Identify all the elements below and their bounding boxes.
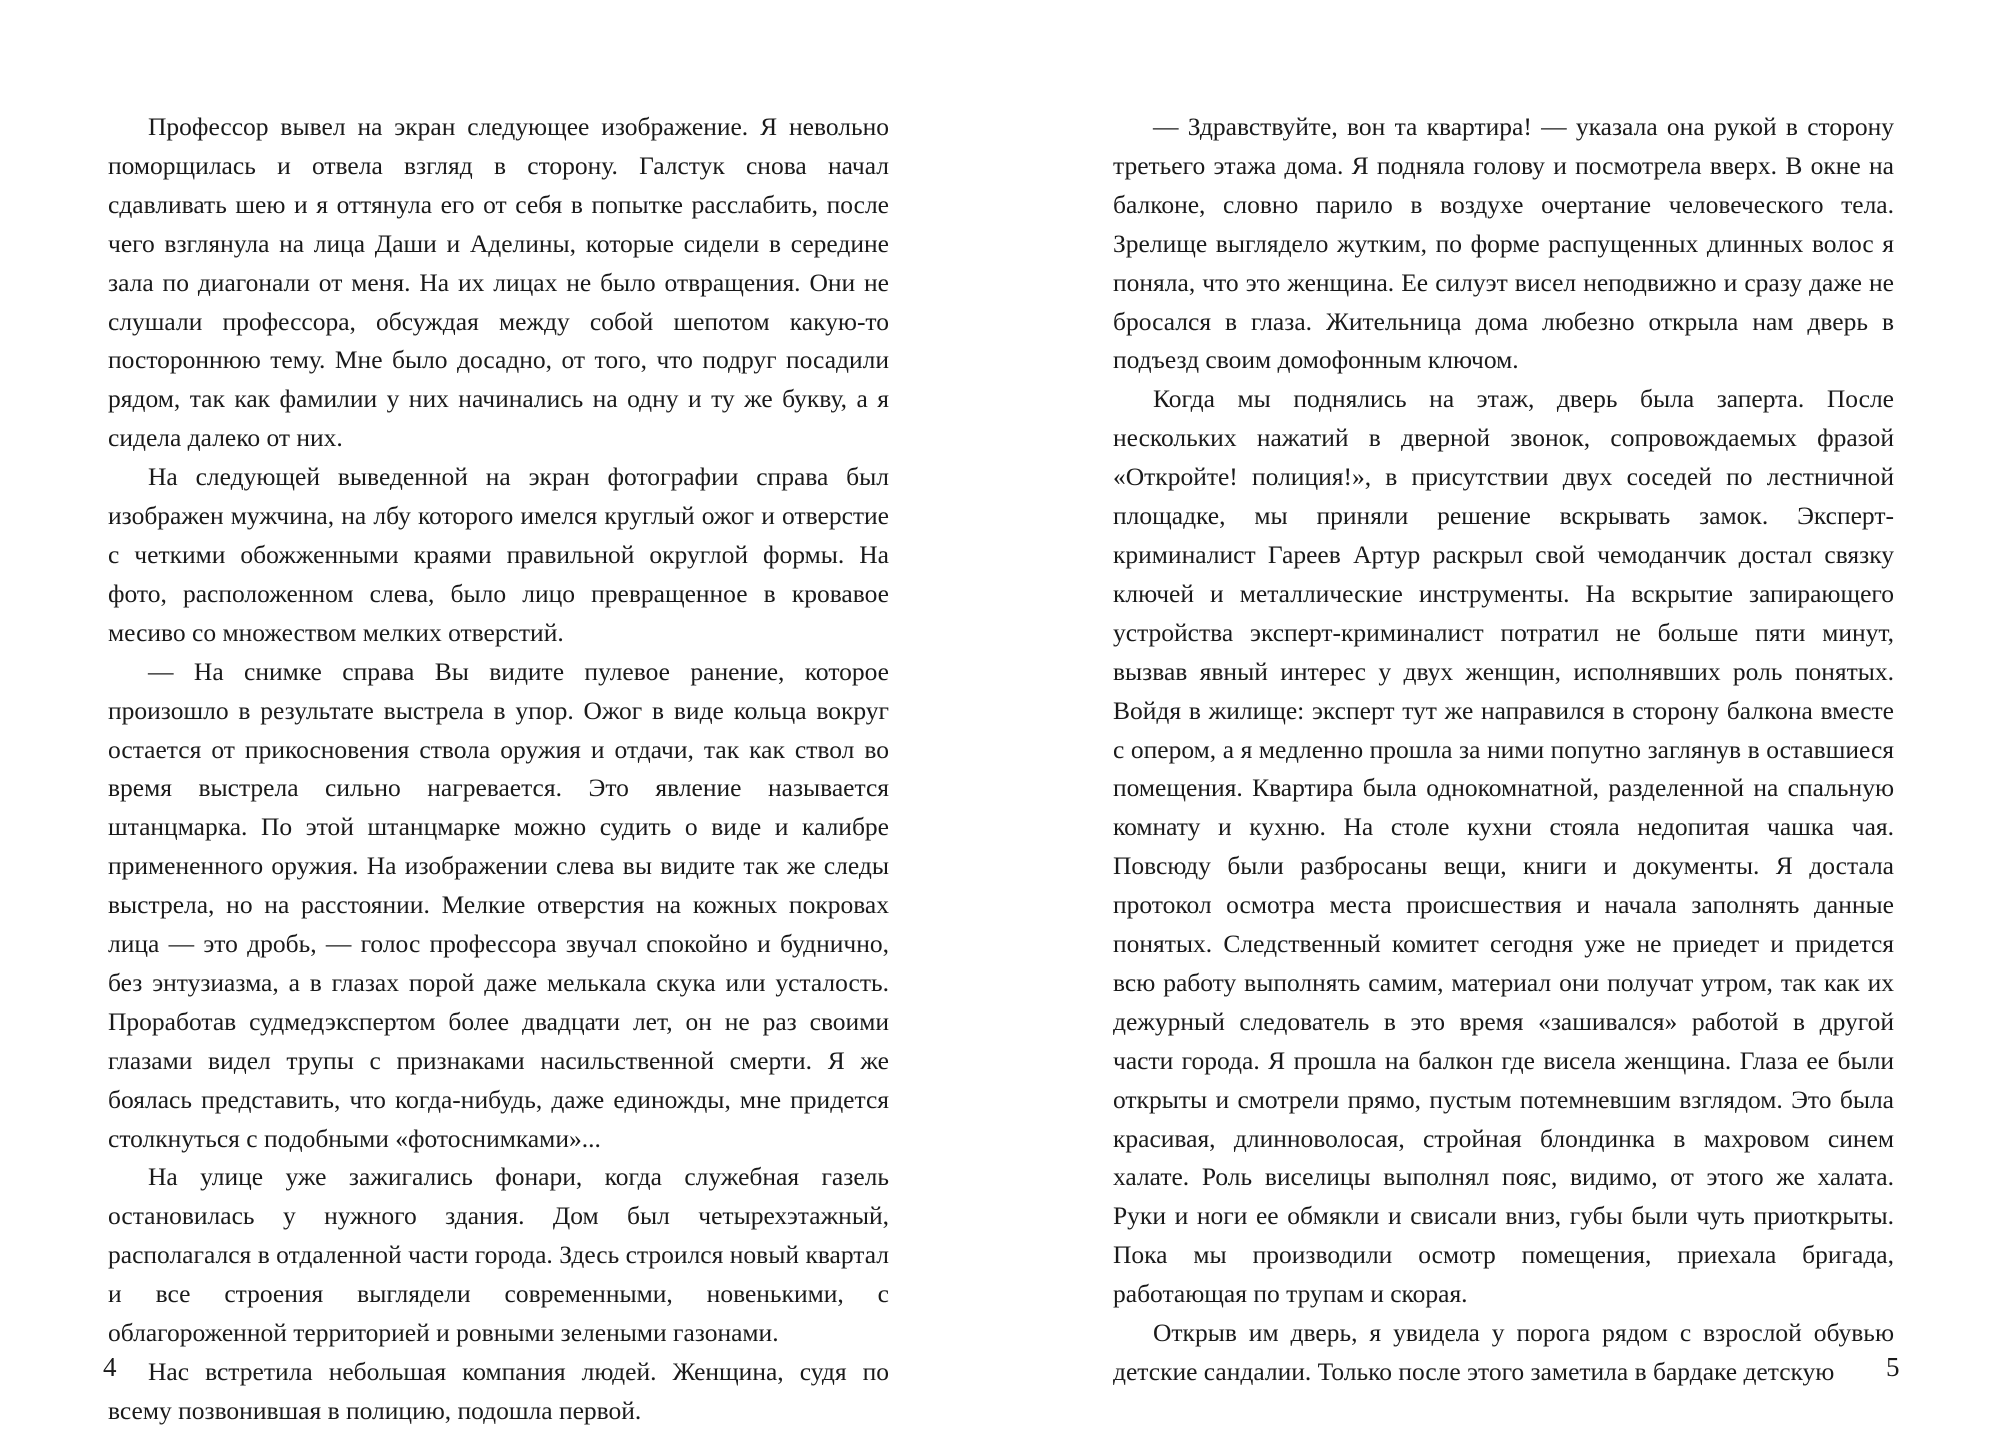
- paragraph: Профессор вывел на экран следующее изображение. Я невольно поморщилась и отвела взгляд в сторону. Галстук снова начал сдавливать шею и я оттянула его от себя в попытке расслабить, после чего взглянула на лица Даши и Аделины, которые сидели в середине зала по диагонали от меня. На их лицах не было отвращения. Они не слушали профессора, обсуждая между собой шепотом какую-то постороннюю тему. Мне было досадно, от того, что подруг посадили рядом, так как фамилии у них начинались на одну и ту же букву, а я сидела далеко от них.: [108, 112, 889, 453]
- paragraph: На улице уже зажигались фонари, когда служебная газель остановилась у нужного здания. Дом был четырехэтажный, располагался в отдаленной части города. Здесь строился новый квартал и все строения выглядели современными, новенькими, с облагороженной территорией и ровными зелеными газонами.: [108, 1162, 889, 1348]
- left-page-text: [108, 108, 889, 1431]
- left-page-number: 4: [103, 1352, 117, 1382]
- right-page: [1113, 108, 1894, 1392]
- paragraph: Нас встретила небольшая компания людей. Женщина, судя по всему позвонившая в полицию, подошла первой.: [108, 1357, 889, 1425]
- paragraph: — Здравствуйте, вон та квартира! — указала она рукой в сторону третьего этажа дома. Я подняла голову и посмотрела вверх. В окне на балконе, словно парило в воздухе очертание человеческого тела. Зрелище выглядело жутким, по форме распущенных длинных волос я поняла, что это женщина. Ее силуэт висел неподвижно и сразу даже не бросался в глаза. Жительница дома любезно открыла нам дверь в подъезд своим домофонным ключом.: [1113, 112, 1894, 375]
- paragraph: — На снимке справа Вы видите пулевое ранение, которое произошло в результате выстрела в упор. Ожог в виде кольца вокруг остается от прикосновения ствола оружия и отдачи, так как ствол во время выстрела сильно нагревается. Это явление называется штанцмарка. По этой штанцмарке можно судить о виде и калибре примененного оружия. На изображении слева вы видите так же следы выстрела, но на расстоянии. Мелкие отверстия на кожных покровах лица — это дробь, — голос профессора звучал спокойно и буднично, без энтузиазма, а в глазах порой даже мелькала скука или усталость. Проработав судмедэкспертом более двадцати лет, он не раз своими глазами видел трупы с признаками насильственной смерти. Я же боялась представить, что когда-нибудь, даже единожды, мне придется столкнуться с подобными «фотоснимками»...: [108, 656, 889, 1153]
- paragraph: Открыв им дверь, я увидела у порога рядом с взрослой обувью детские сандалии. Только после этого заметила в бардаке детскую: [1113, 1318, 1894, 1386]
- paragraph: На следующей выведенной на экран фотографии справа был изображен мужчина, на лбу которого имелся круглый ожог и отверстие с четкими обожженными краями правильной округлой формы. На фото, расположенном слева, было лицо превращенное в кровавое месиво со множеством мелких отверстий.: [108, 462, 889, 647]
- left-page: [108, 108, 889, 1431]
- right-page-number: 5: [1886, 1352, 1900, 1382]
- paragraph: Когда мы поднялись на этаж, дверь была заперта. После нескольких нажатий в дверной звонок, сопровождаемых фразой «Откройте! полиция!», в присутствии двух соседей по лестничной площадке, мы приняли решение вскрывать замок. Эксперт-криминалист Гареев Артур раскрыл свой чемоданчик достал связку ключей и металлические инструменты. На вскрытие запирающего устройства эксперт-криминалист потратил не больше пяти минут, вызвав явный интерес у двух женщин, исполнявших роль понятых. Войдя в жилище: эксперт тут же направился в сторону балкона вместе с опером, а я медленно прошла за ними попутно заглянув в оставшиеся помещения. Квартира была однокомнатной, разделенной на спальную комнату и кухню. На столе кухни стояла недопитая чашка чая. Повсюду были разбросаны вещи, книги и документы. Я достала протокол осмотра места происшествия и начала заполнять данные понятых. Следственный комитет сегодня уже не приедет и придется всю работу выполнять самим, материал они получат утром, так как их дежурный следователь в это время «зашивался» работой в другой части города. Я прошла на балкон где висела женщина. Глаза ее были открыты и смотрели прямо, пустым потемневшим взглядом. Это была красивая, длинноволосая, стройная блондинка в махровом синем халате. Роль виселицы выполнял пояс, видимо, от этого же халата. Руки и ноги ее обмякли и свисали вниз, губы были чуть приоткрыты. Пока мы производили осмотр помещения, приехала бригада, работающая по трупам и скорая.: [1113, 384, 1894, 1309]
- right-page-text: [1113, 108, 1894, 1392]
